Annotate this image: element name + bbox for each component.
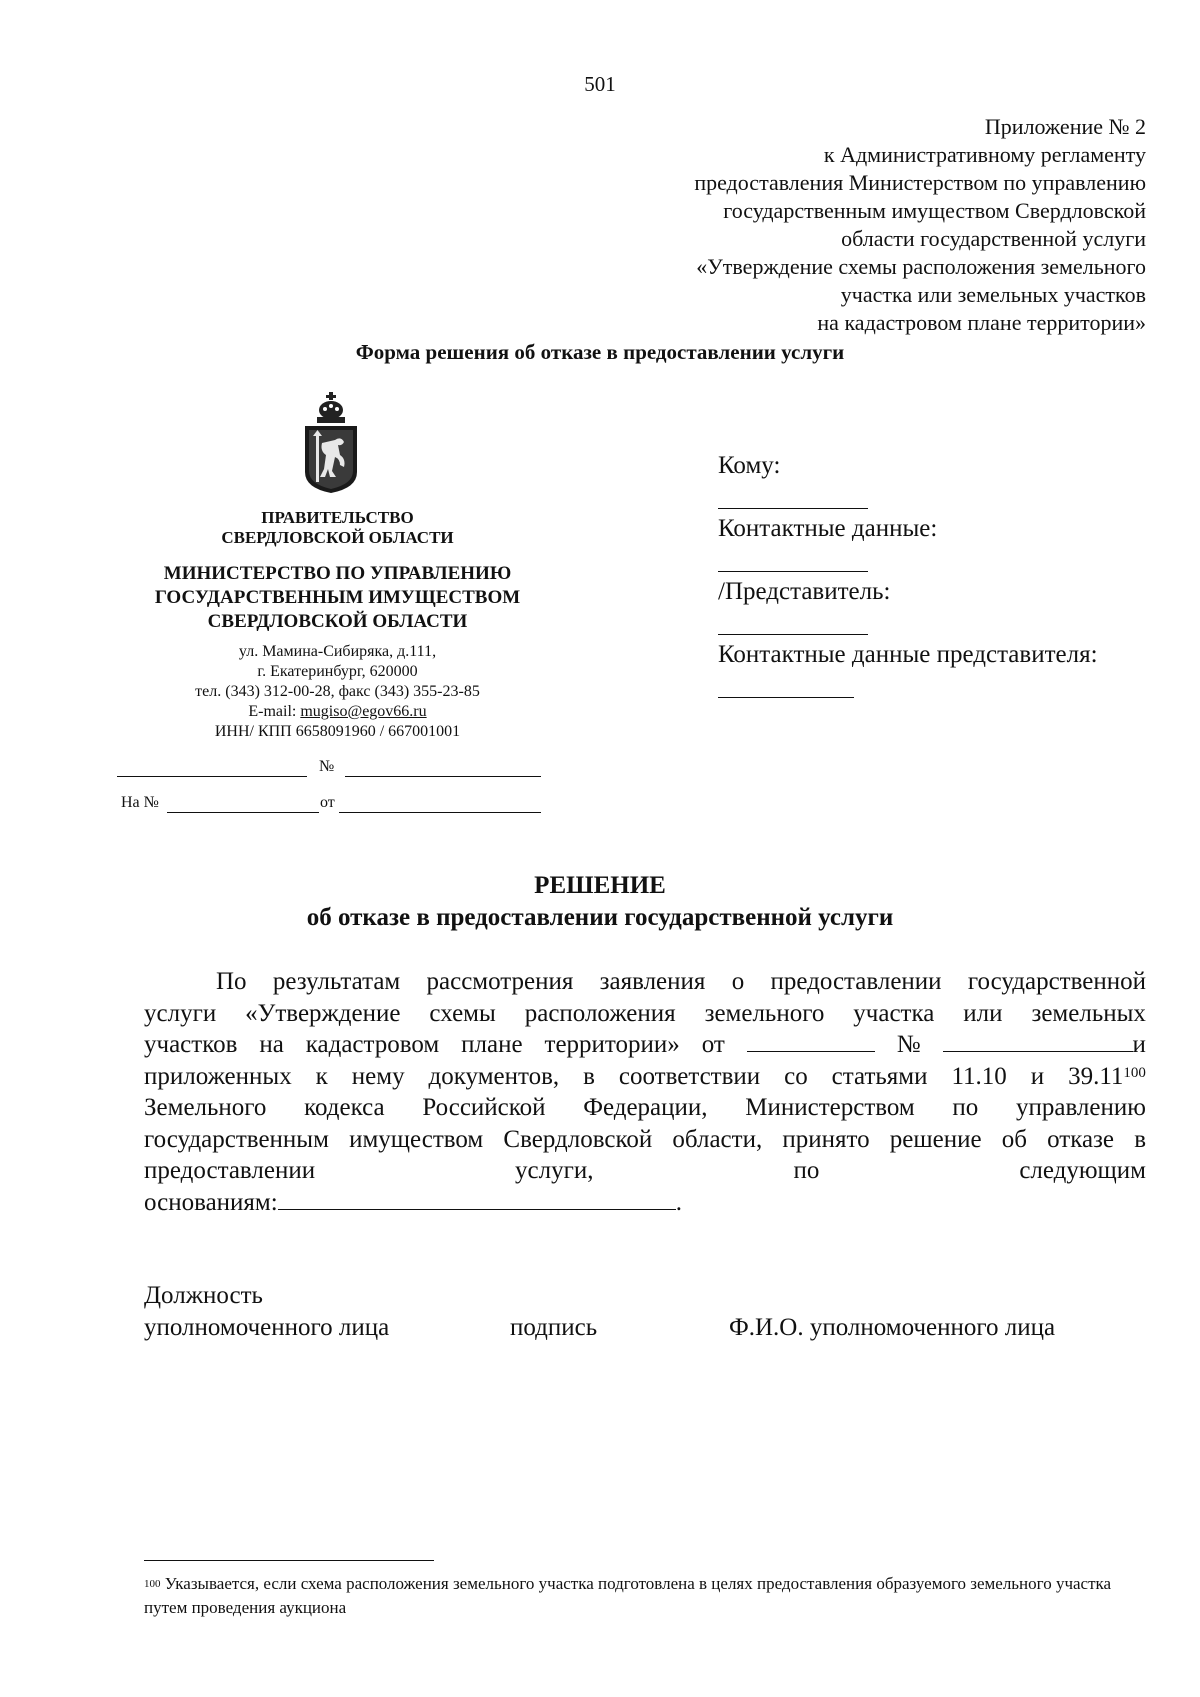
body-word: Свердловской xyxy=(503,1125,653,1153)
representative-label: /Представитель: xyxy=(718,578,891,605)
recipient-to-blank[interactable] xyxy=(718,508,868,509)
footnote-text: Указывается, если схема расположения земельного участка подготовлена в целях предоставления образуемого земельного участка путем проведения аукциона xyxy=(144,1574,1112,1617)
body-word: рассмотрения xyxy=(426,968,574,995)
date-blank[interactable] xyxy=(117,758,307,777)
body-word: и xyxy=(1030,1062,1045,1090)
body-word: По xyxy=(216,968,247,995)
signature-position-label: Должность xyxy=(144,1282,263,1309)
recipient-to-label: Кому: xyxy=(718,452,781,479)
signature-label: подпись xyxy=(510,1314,598,1341)
body-word: области, xyxy=(672,1125,763,1153)
recipient-contacts-label: Контактные данные: xyxy=(718,515,938,542)
ministry-line: ГОСУДАРСТВЕННЫМ ИМУЩЕСТВОМ xyxy=(154,587,521,608)
body-word: . xyxy=(675,1188,682,1216)
appendix-line: к Административному регламенту xyxy=(823,142,1146,167)
body-word: схемы xyxy=(429,999,496,1027)
email-link[interactable]: mugiso@egov66.ru xyxy=(300,703,427,720)
from-label: от xyxy=(320,794,335,811)
recipient-contacts-blank[interactable] xyxy=(718,571,868,572)
body-line xyxy=(144,1155,1146,1187)
government-name xyxy=(115,508,560,548)
body-word: плане xyxy=(461,1031,523,1058)
body-word: об xyxy=(1001,1125,1027,1153)
body-word: Федерации, xyxy=(583,1094,708,1121)
body-word: кодекса xyxy=(304,1094,385,1121)
form-title: Форма решения об отказе в предоставлении услуги xyxy=(355,340,845,364)
body-line xyxy=(144,1061,1146,1093)
body-word: заявления xyxy=(599,968,706,995)
footnote xyxy=(144,1572,1149,1620)
address-line: г. Екатеринбург, 620000 xyxy=(257,663,418,680)
appendix-header xyxy=(586,113,1146,337)
body-word: кадастровом xyxy=(305,1031,440,1058)
grounds-blank[interactable] xyxy=(278,1187,676,1210)
number-sign: № xyxy=(319,758,335,775)
body-word: 11.10 xyxy=(951,1062,1007,1090)
body-word: основаниям: xyxy=(144,1188,278,1216)
body-line xyxy=(144,1187,1146,1219)
government-line: ПРАВИТЕЛЬСТВО xyxy=(261,508,414,527)
body-word: на xyxy=(259,1031,284,1058)
footnote-reference[interactable]: 100 xyxy=(1123,1064,1146,1081)
body-word: следующим xyxy=(1019,1157,1146,1184)
body-word: по xyxy=(952,1094,979,1121)
reply-to-line xyxy=(121,794,546,818)
body-word: решение xyxy=(889,1125,982,1153)
address-line: тел. (343) 312-00-28, факс (343) 355-23-85 xyxy=(195,683,480,700)
outgoing-number-line xyxy=(117,758,542,782)
ministry-line: СВЕРДЛОВСКОЙ ОБЛАСТИ xyxy=(207,611,468,632)
body-word: государственной xyxy=(967,968,1146,995)
body-word: или xyxy=(963,999,1003,1027)
body-line xyxy=(144,1029,1146,1061)
body-line xyxy=(144,998,1146,1030)
body-word: Министерством xyxy=(745,1094,915,1121)
body-word: приложенных xyxy=(144,1062,292,1090)
body-word: статьями xyxy=(831,1062,928,1090)
decision-subtitle: об отказе в предоставлении государственной услуги xyxy=(306,904,894,931)
footnote-separator xyxy=(144,1560,434,1561)
body-word: соответствии xyxy=(618,1062,761,1090)
appendix-line: Приложение № 2 xyxy=(984,114,1146,139)
email-label: E-mail: xyxy=(248,703,301,720)
body-word: земельных xyxy=(1031,999,1146,1027)
appendix-line: предоставления Министерством по управлению xyxy=(694,170,1146,195)
inn-kpp: ИНН/ КПП 6658091960 / 667001001 xyxy=(214,723,461,740)
body-word: по xyxy=(793,1157,820,1184)
appendix-line: области государственной услуги xyxy=(841,226,1146,251)
body-word: государственным xyxy=(144,1125,329,1153)
body-word: территории» xyxy=(544,1031,680,1058)
body-word: предоставлении xyxy=(770,968,942,995)
body-word: от xyxy=(701,1031,725,1058)
body-word: услуги xyxy=(144,999,217,1027)
representative-contacts-label: Контактные данные представителя: xyxy=(718,641,1098,668)
body-word: в xyxy=(583,1062,595,1090)
body-word: имуществом xyxy=(349,1125,484,1153)
coat-of-arms-icon xyxy=(301,392,361,494)
ministry-line: МИНИСТЕРСТВО ПО УПРАВЛЕНИЮ xyxy=(163,563,512,584)
body-word: Земельного xyxy=(144,1094,267,1121)
body-line xyxy=(144,1092,1146,1124)
body-word: документов, xyxy=(428,1062,560,1090)
body-word: 39.11 xyxy=(1068,1062,1124,1090)
body-word: услуги, xyxy=(515,1157,594,1184)
decision-title: РЕШЕНИЕ xyxy=(534,872,666,899)
body-word: нему xyxy=(351,1062,405,1090)
representative-blank[interactable] xyxy=(718,634,868,635)
decision-body xyxy=(144,966,1146,1218)
appendix-line: государственным имуществом Свердловской xyxy=(723,198,1146,223)
body-word: результатам xyxy=(272,968,401,995)
body-line xyxy=(144,966,1146,998)
reply-date-blank[interactable] xyxy=(339,794,541,813)
appendix-line: «Утверждение схемы расположения земельного xyxy=(696,254,1146,279)
footnote-mark: 100 xyxy=(144,1578,161,1590)
address-line: ул. Мамина-Сибиряка, д.111, xyxy=(238,643,437,660)
representative-contacts-blank[interactable] xyxy=(718,697,854,698)
body-word: земельного xyxy=(704,999,825,1027)
ministry-name xyxy=(115,562,560,634)
reply-to-label: На № xyxy=(121,794,159,811)
body-word: «Утверждение xyxy=(245,999,401,1027)
signature-name-label: Ф.И.О. уполномоченного лица xyxy=(729,1314,1056,1341)
body-word: участков xyxy=(144,1031,238,1058)
application-date-blank[interactable] xyxy=(747,1029,875,1052)
appendix-line: участка или земельных участков xyxy=(840,282,1146,307)
body-word: в xyxy=(1134,1125,1146,1153)
signature-position-label-2: уполномоченного лица xyxy=(144,1314,390,1341)
body-line xyxy=(144,1124,1146,1156)
number-blank[interactable] xyxy=(345,758,541,777)
appendix-line: на кадастровом плане территории» xyxy=(817,310,1146,335)
ministry-address xyxy=(115,642,560,742)
body-word: расположения xyxy=(524,999,676,1027)
body-word: и xyxy=(1132,1031,1146,1058)
body-word: участка xyxy=(853,999,935,1027)
number-sign: № xyxy=(896,1031,921,1058)
application-number-blank[interactable] xyxy=(943,1029,1133,1052)
page-number: 501 xyxy=(584,72,616,96)
government-line: СВЕРДЛОВСКОЙ ОБЛАСТИ xyxy=(221,528,454,547)
body-word: предоставлении xyxy=(144,1157,316,1184)
body-word: управлению xyxy=(1015,1094,1146,1121)
body-word: о xyxy=(731,968,745,995)
email-line xyxy=(115,702,560,722)
body-word: Российской xyxy=(422,1094,546,1121)
reply-number-blank[interactable] xyxy=(167,794,319,813)
body-word: со xyxy=(784,1062,808,1090)
body-word: к xyxy=(315,1062,328,1090)
body-word: отказе xyxy=(1047,1125,1115,1153)
body-word: принято xyxy=(782,1125,870,1153)
